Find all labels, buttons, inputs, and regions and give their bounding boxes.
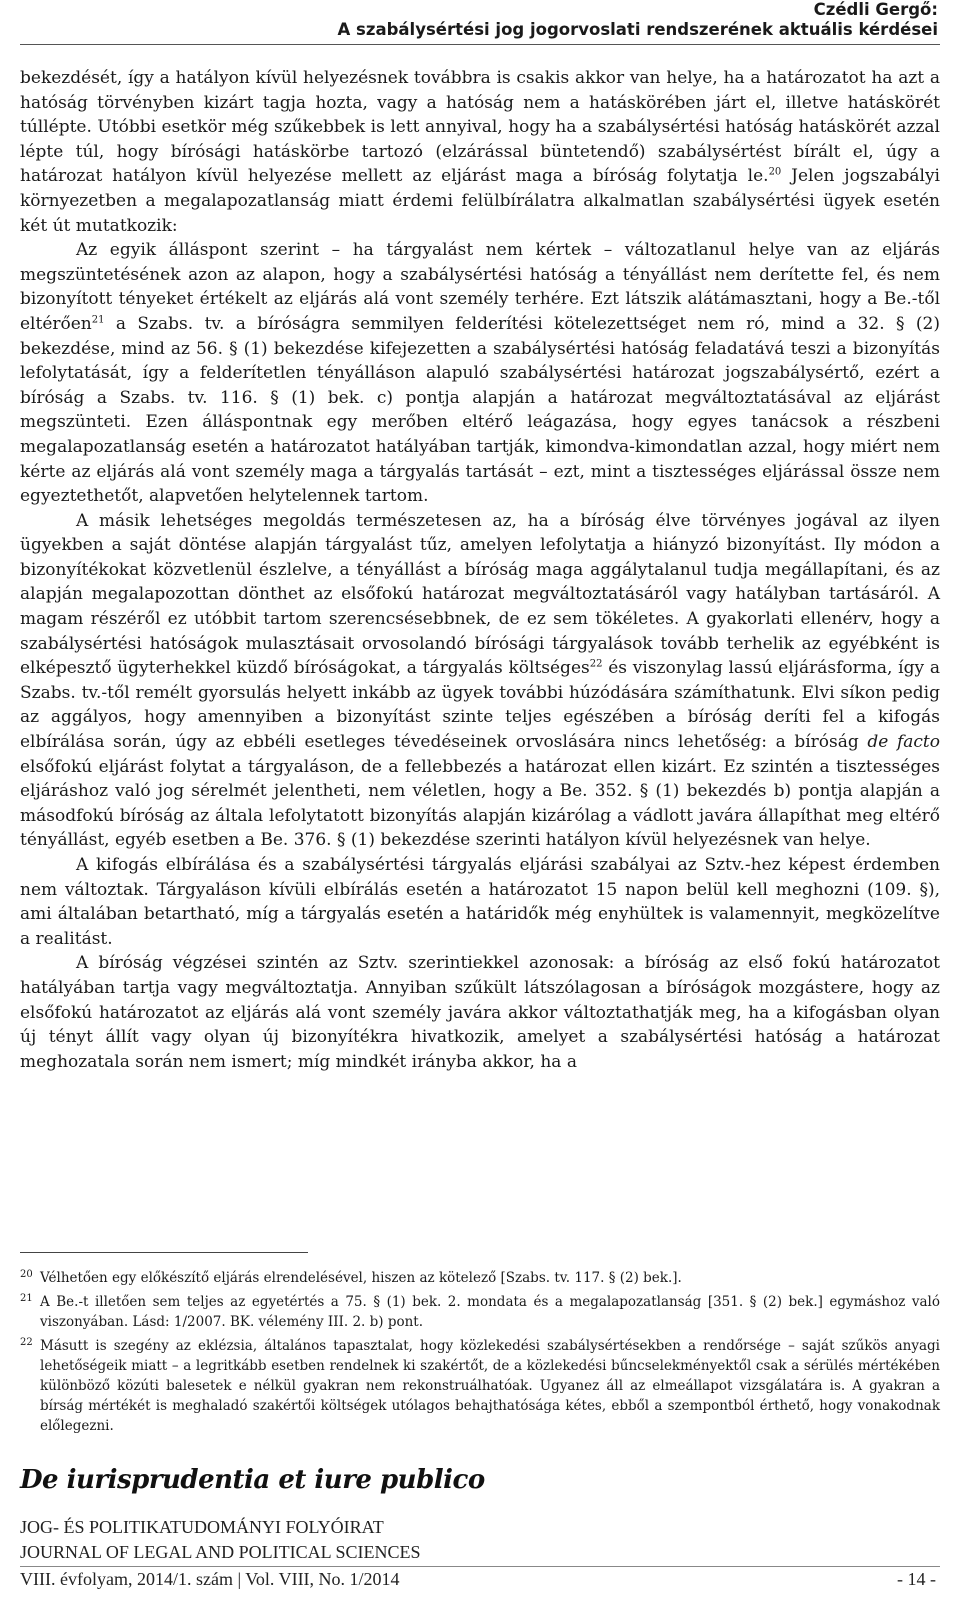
- footnote-number: 22: [20, 1337, 33, 1348]
- footnote-text: Másutt is szegény az eklézsia, általános tapasztalat, hogy közlekedési szabálysértésekben a rendőrsége – saját szűkös anyagi lehetőségeik miatt – a legritkább esetben rendelnek ki szakértőt, de a közlekedési bűncselekményektől csak a sérülés mértékében különböző közúti balesetek e nélkül gyakran nem rekonstruálhatóak. Ugyanez áll az elmeállapot vizsgálatára is. A gyakran a bírság mértékét is meghaladó szakértői költségek utólagos behajthatósága kétes, ebből a szempontból érthető, hogy vonakodnak előlegezni.: [40, 1338, 940, 1434]
- journal-name-hu: JOG- ÉS POLITIKATUDOMÁNYI FOLYÓIRAT: [20, 1517, 384, 1537]
- page-number: - 14 -: [897, 1569, 936, 1589]
- footnote-text: A Be.-t illetően sem teljes az egyetértés a 75. § (1) bek. 2. mondata és a megalapozatlanság [351. § (2) bek.] egymáshoz való viszonyában. Lásd: 1/2007. BK. vélemény III. 2. b) pont.: [40, 1294, 940, 1330]
- header-divider: [20, 44, 940, 45]
- paragraph-1: bekezdését, így a hatályon kívül helyezésnek továbbra is csakis akkor van helye, ha a határozatot ha azt a hatóság törvényben kizárt tagja hozta, vagy a hatóság nem a hatáskörében járt el, illetve hatáskörét túllépte. Utóbbi esetkör még szűkebbek is lett annyival, hogy ha a szabálysértési hatóság hatáskörét azzal lépte túl, hogy bírósági hatáskörbe tartozó (elzárással büntetendő) szabálysértést bírált el, úgy a határozat hatályon kívül helyezése mellett az eljárást maga a bíróság folytatja le.$^{20}$ Jelen jogszabályi környezetben a megalapozatlanság miatt érdemi felülbírálatra alkalmatlan szabálysértési ügyek esetén két út mutatkozik:: [20, 68, 940, 236]
- paragraph-5: A bíróság végzései szintén az Sztv. szerintiekkel azonosak: a bíróság az első fokú határozatot hatályában tartja vagy megváltoztatja. Annyiban szűkült látszólagosan a bíróságok mozgástere, hogy az elsőfokú határozatot az eljárás alá vont személy javára akkor változtathatják meg, ha a kifogásban olyan új tényt állít vagy olyan új bizonyítékra hivatkozik, amelyet a szabálysértési hatóság a határozat meghozatala során nem ismert; míg mindkét irányba akkor, ha a: [20, 953, 940, 1072]
- journal-name-en: JOURNAL OF LEGAL AND POLITICAL SCIENCES: [20, 1542, 421, 1562]
- footnote-ref-22[interactable]: 22: [589, 658, 603, 670]
- paragraph-4: A kifogás elbírálása és a szabálysértési tárgyalás eljárási szabályai az Sztv.-hez képest érdemben nem változtak. Tárgyaláson kívüli elbírálás esetén a határozatot 15 napon belül kell meghozni (109. §), ami általában betartható, míg a tárgyalás esetén a határidők még enyhültek is valamennyit, megközelítve a realitást.: [20, 855, 940, 949]
- header-title: A szabálysértési jog jogorvoslati rendszerének aktuális kérdései: [337, 20, 938, 39]
- footnote-22: [20, 1336, 940, 1436]
- paragraph-2: Az egyik álláspont szerint – ha tárgyalást nem kértek – változatlanul helye van az eljárás megszüntetésének azon az alapon, hogy a szabálysértési hatóság a tényállást nem derítette fel, és nem bizonyított tényeket értékelt az eljárás alá vont személy terhére. Ezt látszik alátámasztani, hogy a Be.-től eltérően$^{21}$ a Szabs. tv. a bíróságra semmilyen felderítési kötelezettséget nem ró, mind a 32. § (2) bekezdése, mind az 56. § (1) bekezdése kifejezetten a szabálysértési hatóság feladatává teszi a bizonyítás lefolytatását, így a felderítetlen tényálláson alapuló szabálysértési határozat jogszabálysértő, ezért a bíróság a Szabs. tv. 116. § (1) bek. c) pontja alapján a határozat megváltoztatásával az eljárást megszünteti. Ezen álláspontnak egy merőben eltérő leágazása, hogy egyes tanácsok a részbeni megalapozatlanság esetén a határozatot hatályában tartják, kimondva-kimondatlan azzal, hogy miért nem kérte az eljárás alá vont személy maga a tárgyalás tartását – ezt, mint a tisztességes eljárással össze nem egyeztethetőt, alapvetően helytelennek tartom.: [20, 240, 940, 507]
- issue-label: VIII. évfolyam, 2014/1. szám | Vol. VIII, No. 1/2014: [20, 1569, 400, 1589]
- journal-logo: De iurisprudentia et iure publico: [20, 1465, 485, 1495]
- footnote-ref-20[interactable]: 20: [768, 166, 782, 178]
- running-header: [238, 0, 938, 40]
- footnote-21: [20, 1292, 940, 1332]
- footnote-20: [20, 1268, 940, 1288]
- footnote-divider: [20, 1252, 308, 1253]
- footnote-number: 20: [20, 1269, 33, 1280]
- issue-info: [20, 1566, 940, 1590]
- article-body: [20, 66, 940, 1074]
- footnote-number: 21: [20, 1293, 33, 1304]
- header-author: Czédli Gergő:: [813, 0, 938, 19]
- footnote-text: Vélhetően egy előkészítő eljárás elrendelésével, hiszen az kötelező [Szabs. tv. 117. § (2) bek.].: [40, 1270, 682, 1286]
- footnote-ref-21[interactable]: 21: [91, 314, 105, 326]
- footnotes: [20, 1268, 940, 1440]
- paragraph-3: A másik lehetséges megoldás természetesen az, ha a bíróság élve törvényes jogával az ilyen ügyekben a saját döntése alapján tárgyalást tűz, amelyen lefolytatja a hiányzó bizonyítást. Ily módon a bizonyítékokat közvetlenül észlelve, a tényállást a bíróság maga aggálytalanul tudja megállapítani, és az alapján megalapozottan dönthet az elsőfokú határozat megváltoztatásáról vagy hatályban tartásáról. A magam részéről ez utóbbit tartom szerencsésebbnek, de ez sem tökéletes. A gyakorlati ellenérv, hogy a szabálysértési hatóságok mulasztásait orvosolandó bírósági tárgyalások tovább terhelik az egyébként is elképesztő ügyterhekkel küzdő bíróságokat, a tárgyalás költséges$^{22}$ és viszonylag lassú eljárásforma, így a Szabs. tv.-től remélt gyorsulás helyett inkább az ügyek további húzódására számíthatunk. Elvi síkon pedig az aggályos, hogy amennyiben a bizonyítást szinte teljes egészében a bíróság deríti fel a kifogás elbírálása során, úgy az ebbéli esetleges tévedéseinek orvoslására nincs lehetőség: a bíróság de facto elsőfokú eljárást folytat a tárgyaláson, de a fellebbezés a határozat ellen kizárt. Ez szintén a tisztességes eljáráshoz való jog sérelmét jelentheti, nem véletlen, hogy a Be. 352. § (1) bekezdés b) pontja alapján a másodfokú bíróság az általa lefolytatott bizonyítás alapján kizárólag a vádlott javára állapíthat meg eltérő tényállást, egyéb esetben a Be. 376. § (1) bekezdése szerinti hatályon kívül helyezésnek van helye.: [20, 510, 941, 851]
